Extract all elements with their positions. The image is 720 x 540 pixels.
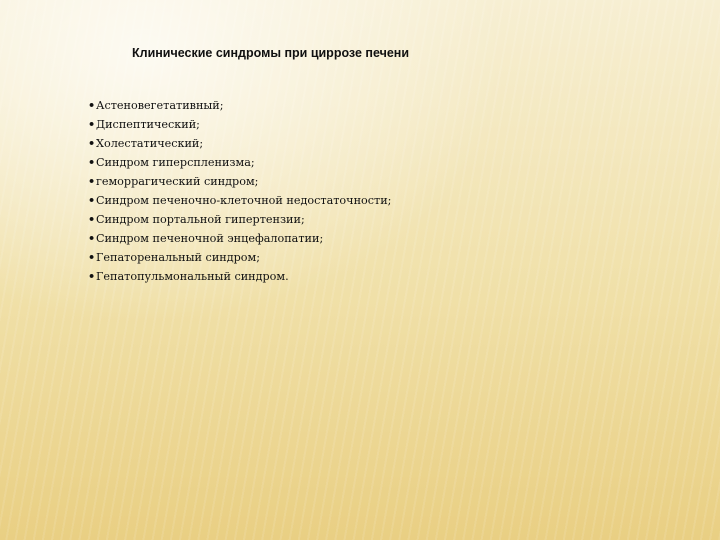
bullet-icon: •: [88, 231, 96, 245]
bullet-icon: •: [88, 98, 96, 112]
list-item: [88, 248, 391, 267]
list-item-label: Холестатический;: [96, 137, 204, 150]
list-item: [88, 210, 391, 229]
slide-title: Клинические синдромы при циррозе печени: [132, 46, 410, 60]
list-item: [88, 153, 391, 172]
bullet-icon: •: [88, 155, 96, 169]
list-item-label: Гепатопульмональный синдром.: [96, 270, 289, 283]
list-item: [88, 96, 391, 115]
bullet-icon: •: [88, 174, 96, 188]
bullet-icon: •: [88, 212, 96, 226]
list-item: [88, 115, 391, 134]
bullet-icon: •: [88, 269, 96, 283]
list-item: [88, 267, 391, 286]
list-item-label: Синдром печеночной энцефалопатии;: [96, 232, 324, 245]
bullet-icon: •: [88, 117, 96, 131]
bullet-icon: •: [88, 193, 96, 207]
list-item: [88, 229, 391, 248]
list-item-label: Астеновегетативный;: [96, 99, 224, 112]
bullet-list: [88, 96, 391, 286]
list-item-label: Синдром печеночно-клеточной недостаточности;: [96, 194, 392, 207]
bullet-icon: •: [88, 250, 96, 264]
list-item: [88, 172, 391, 191]
list-item: [88, 191, 391, 210]
list-item-label: Синдром портальной гипертензии;: [96, 213, 305, 226]
list-item-label: Синдром гиперспленизма;: [96, 156, 255, 169]
list-item-label: геморрагический синдром;: [96, 175, 259, 188]
list-item: [88, 134, 391, 153]
list-item-label: Гепаторенальный синдром;: [96, 251, 260, 264]
list-item-label: Диспептический;: [96, 118, 200, 131]
bullet-icon: •: [88, 136, 96, 150]
